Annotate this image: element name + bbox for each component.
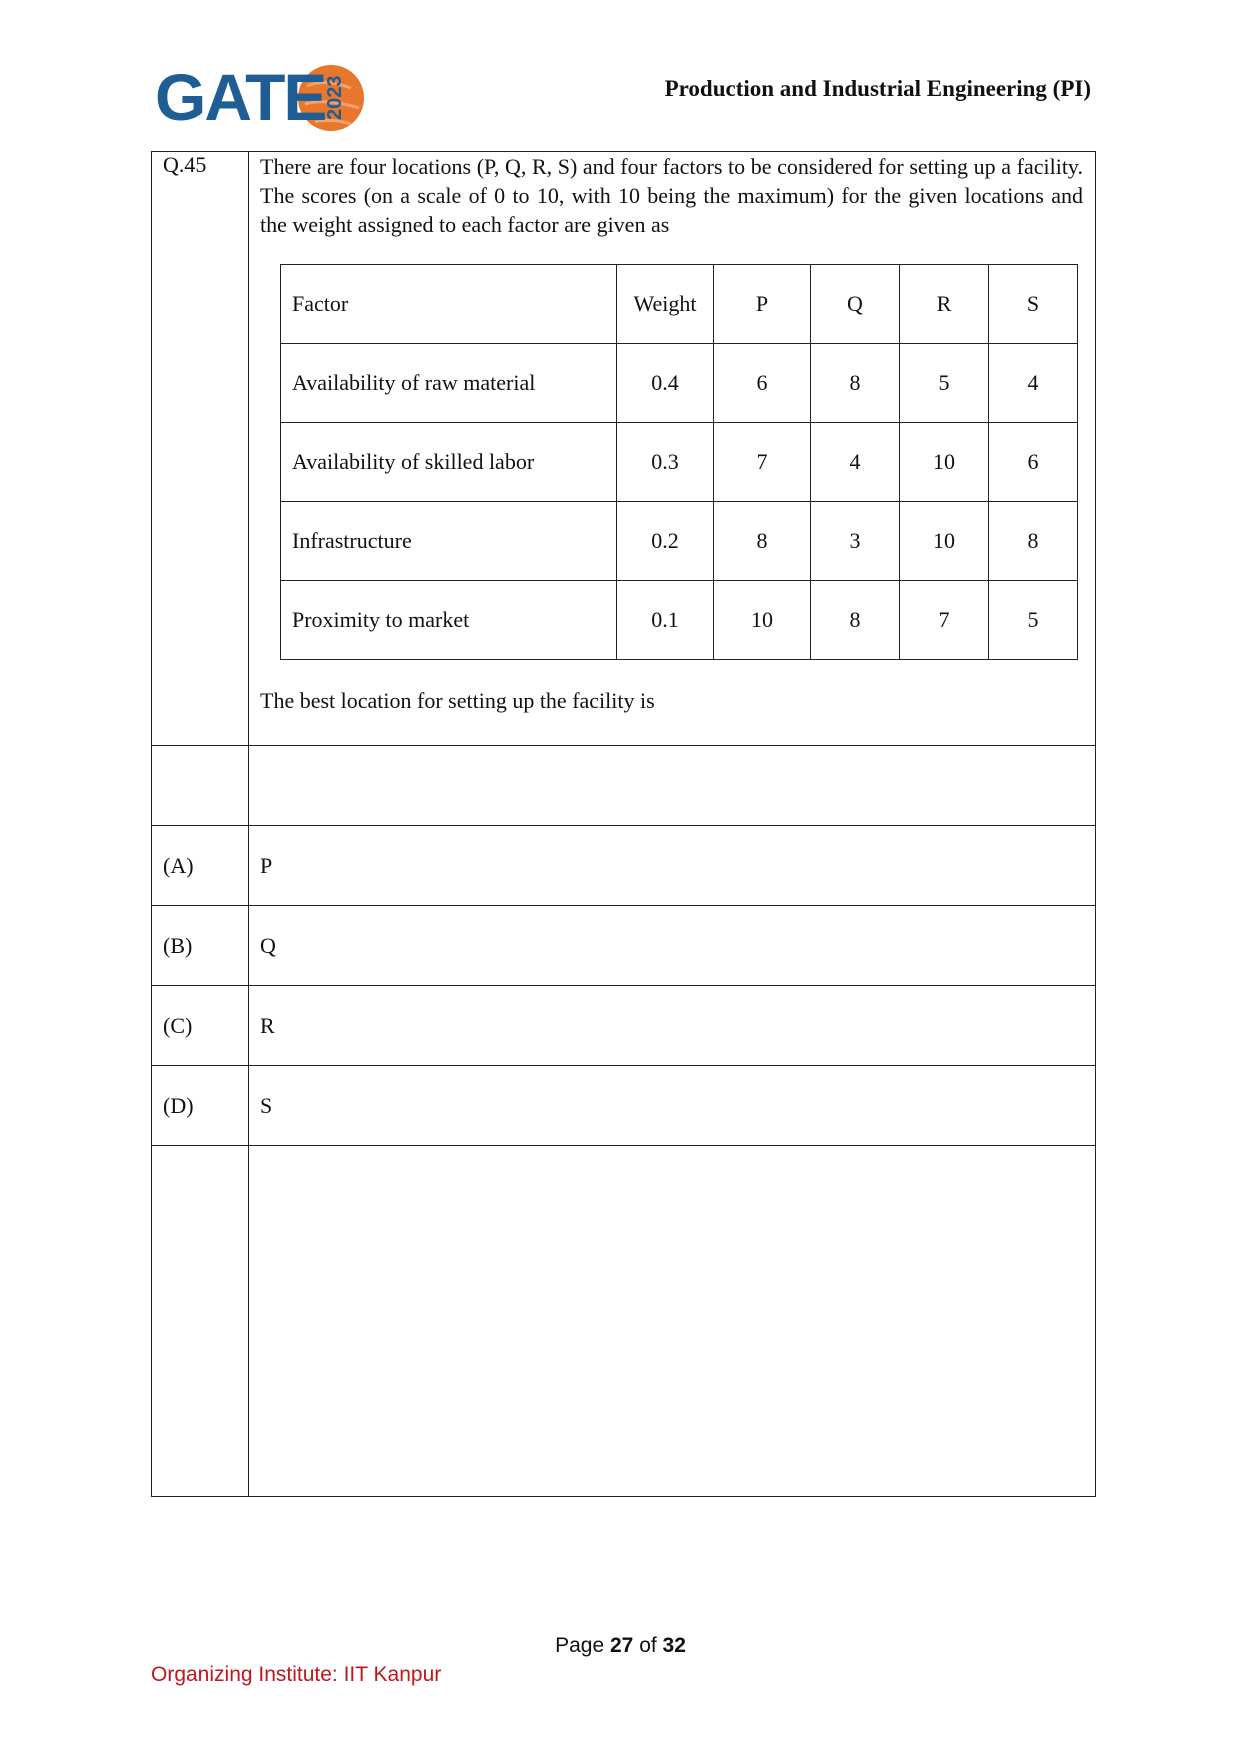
table-cell: 10	[900, 423, 989, 502]
header-cell: R	[900, 265, 989, 344]
question-body	[249, 152, 1096, 746]
table-cell: 8	[811, 344, 900, 423]
header-cell: Factor	[281, 265, 617, 344]
table-cell: 7	[900, 581, 989, 660]
empty-space-row	[152, 1146, 1096, 1497]
option-label: (D)	[152, 1066, 249, 1146]
table-cell: 8	[989, 502, 1078, 581]
table-cell: 4	[811, 423, 900, 502]
question-text: There are four locations (P, Q, R, S) and four factors to be considered for setting up a facility. The scores (on a scale of 0 to 10, with 10 being the maximum) for the given locations and the weight assigned to each factor are given as	[260, 154, 1083, 237]
option-text: S	[249, 1066, 1096, 1146]
blank-cell	[249, 746, 1096, 826]
gate-2023-logo	[155, 58, 365, 138]
table-cell: Availability of skilled labor	[281, 423, 617, 502]
blank-cell	[152, 746, 249, 826]
table-row	[281, 502, 1078, 581]
option-row-a[interactable]	[152, 826, 1096, 906]
header-cell: Q	[811, 265, 900, 344]
table-row	[281, 344, 1078, 423]
factor-score-table	[280, 264, 1078, 660]
organizing-institute: Organizing Institute: IIT Kanpur	[151, 1663, 442, 1686]
table-header-row	[281, 265, 1078, 344]
option-label: (A)	[152, 826, 249, 906]
table-cell: 6	[714, 344, 811, 423]
option-row-c[interactable]	[152, 986, 1096, 1066]
option-row-d[interactable]	[152, 1066, 1096, 1146]
table-cell: 6	[989, 423, 1078, 502]
header-cell: P	[714, 265, 811, 344]
table-cell: 3	[811, 502, 900, 581]
question-row	[152, 152, 1096, 746]
option-label: (C)	[152, 986, 249, 1066]
blank-cell	[152, 1146, 249, 1497]
table-cell: 10	[714, 581, 811, 660]
page-prefix: Page	[555, 1634, 605, 1657]
table-cell: 5	[989, 581, 1078, 660]
table-cell: 8	[714, 502, 811, 581]
option-label: (B)	[152, 906, 249, 986]
table-cell: 0.1	[617, 581, 714, 660]
table-cell: 10	[900, 502, 989, 581]
header-cell: Weight	[617, 265, 714, 344]
table-cell: 0.3	[617, 423, 714, 502]
subject-title: Production and Industrial Engineering (PI)	[664, 76, 1091, 101]
option-text: Q	[249, 906, 1096, 986]
option-text: P	[249, 826, 1096, 906]
table-cell: 7	[714, 423, 811, 502]
page-number	[0, 1634, 1241, 1658]
option-row-b[interactable]	[152, 906, 1096, 986]
page-total: 32	[662, 1634, 686, 1657]
table-row	[281, 581, 1078, 660]
question-table	[151, 151, 1096, 1497]
table-row	[281, 423, 1078, 502]
table-cell: Proximity to market	[281, 581, 617, 660]
blank-row	[152, 746, 1096, 826]
table-cell: 0.2	[617, 502, 714, 581]
blank-cell	[249, 1146, 1096, 1497]
table-cell: Infrastructure	[281, 502, 617, 581]
page-of: of	[639, 1634, 657, 1657]
header-cell: S	[989, 265, 1078, 344]
table-cell: 0.4	[617, 344, 714, 423]
question-number: Q.45	[152, 152, 249, 746]
table-cell: 4	[989, 344, 1078, 423]
question-closing-text: The best location for setting up the facility is	[260, 688, 655, 713]
option-text: R	[249, 986, 1096, 1066]
table-cell: 8	[811, 581, 900, 660]
svg-text:2023: 2023	[324, 75, 346, 120]
table-cell: Availability of raw material	[281, 344, 617, 423]
svg-text:GATE: GATE	[155, 60, 326, 134]
table-cell: 5	[900, 344, 989, 423]
page-current: 27	[609, 1634, 634, 1657]
